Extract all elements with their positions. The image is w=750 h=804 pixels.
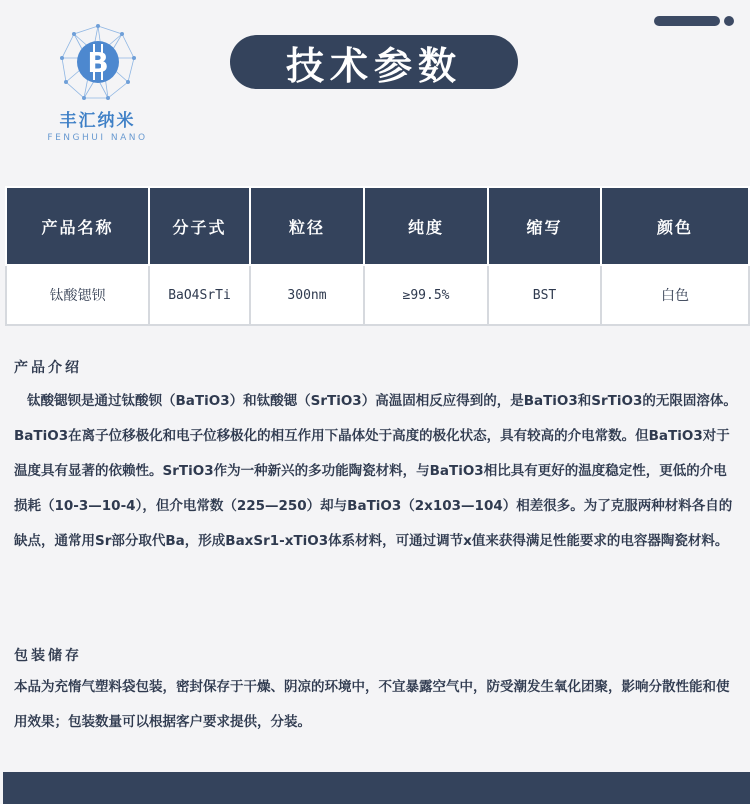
- table-row: [6, 265, 749, 325]
- decorative-bar: [654, 16, 720, 26]
- header-particle-size: 粒径: [250, 187, 364, 265]
- intro-text: 钛酸锶钡是通过钛酸钡（BaTiO3）和钛酸锶（SrTiO3）高温固相反应得到的，是BaTiO3和SrTiO3的无限固溶体。BaTiO3在离子位移极化和电子位移极化的相互作用下晶体处于高度的极化状态，具有较高的介电常数。但BaTiO3对于温度具有显著的依赖性。SrTiO3作为一种新兴的多功能陶瓷材料，与BaTiO3相比具有更好的温度稳定性，更低的介电损耗（10-3—10-4），但介电常数（225—250）却与BaTiO3（2x103—104）相差很多。为了克服两种材料各自的缺点，通常用Sr部分取代Ba，形成BaxSr1-xTiO3体系材料，可通过调节x值来获得满足性能要求的电容器陶瓷材料。: [14, 393, 737, 549]
- spec-table: [5, 186, 750, 326]
- brand-logo: [40, 22, 155, 143]
- cell-particle-size: 300nm: [250, 265, 364, 325]
- brand-name-en: FENGHUI NANO: [47, 133, 148, 143]
- cell-product-name: 钛酸锶钡: [6, 265, 149, 325]
- page-title: 技术参数: [230, 35, 518, 89]
- header-purity: 纯度: [364, 187, 488, 265]
- footer-band: [3, 772, 750, 804]
- cell-formula: BaO4SrTi: [149, 265, 250, 325]
- intro-title: 产品介绍: [14, 360, 82, 376]
- packaging-text: 本品为充惰气塑料袋包装，密封保存于干燥、阴凉的环境中，不宜暴露空气中，防受潮发生氧化团聚，影响分散性能和使用效果；包装数量可以根据客户要求提供，分装。: [14, 679, 730, 730]
- table-header-row: [6, 187, 749, 265]
- header-formula: 分子式: [149, 187, 250, 265]
- packaging-title: 包装储存: [14, 648, 82, 664]
- brand-name-cn: 丰汇纳米: [59, 111, 136, 131]
- header-abbreviation: 缩写: [488, 187, 601, 265]
- cell-color: 白色: [601, 265, 749, 325]
- bitcoin-network-icon: [58, 22, 138, 102]
- header-color: 颜色: [601, 187, 749, 265]
- svg-text:B: B: [86, 46, 109, 79]
- cell-abbreviation: BST: [488, 265, 601, 325]
- header-product-name: 产品名称: [6, 187, 149, 265]
- decorative-dot: [724, 16, 734, 26]
- cell-purity: ≥99.5%: [364, 265, 488, 325]
